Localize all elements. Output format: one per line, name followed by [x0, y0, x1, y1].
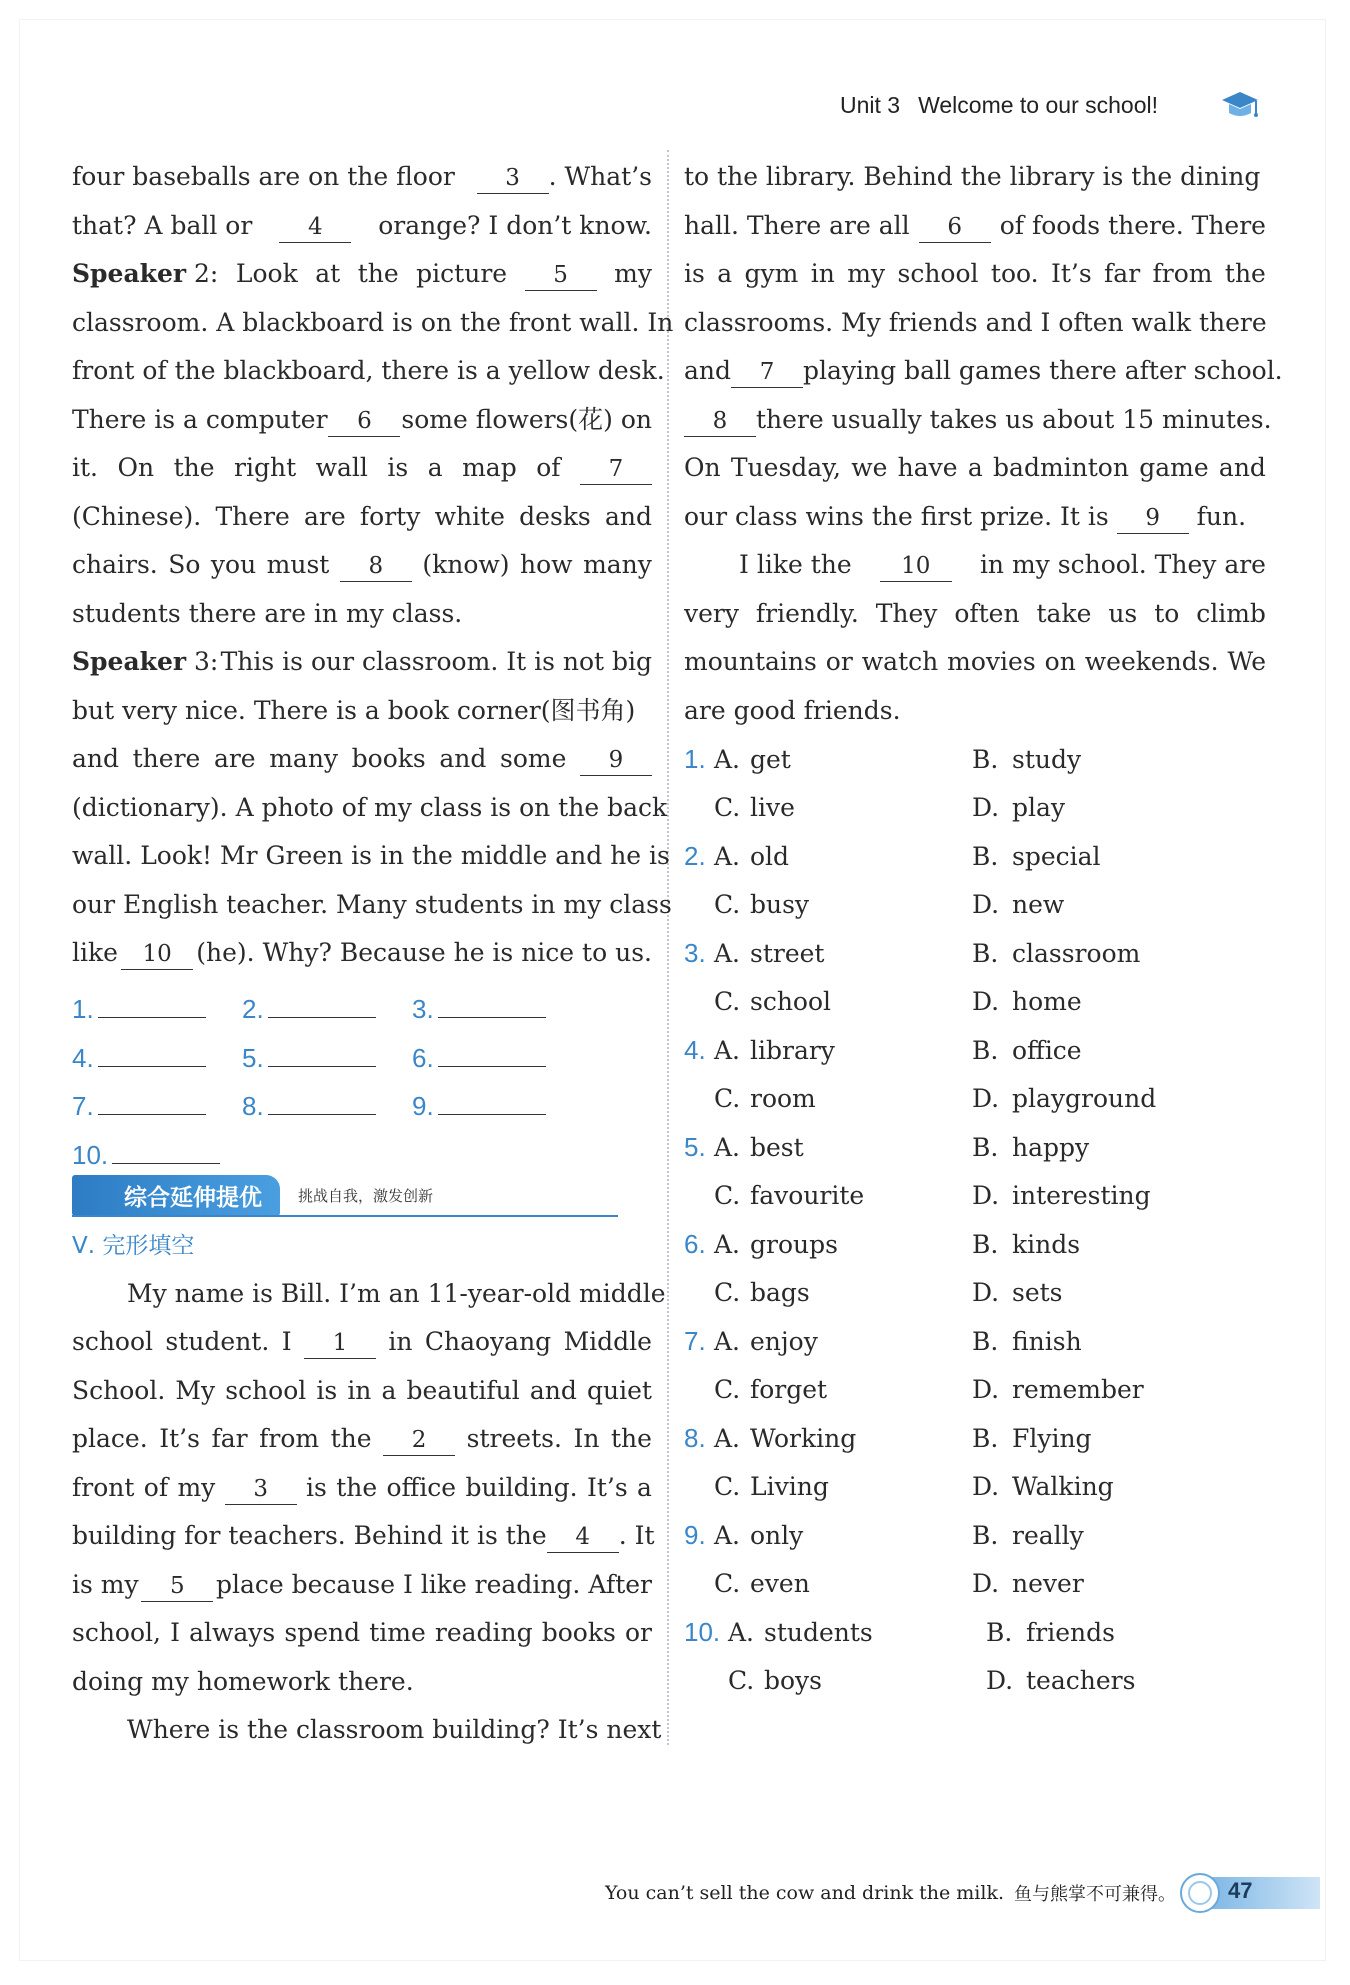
question-number: 10. [684, 1616, 721, 1647]
question-number: 3. [684, 937, 706, 968]
text-line: is my 5 place because I like reading. After [72, 1561, 652, 1610]
page-number-badge [1180, 1875, 1320, 1911]
option-d[interactable]: new [1012, 890, 1065, 920]
option-a[interactable]: groups [750, 1229, 838, 1259]
page-header [840, 92, 1158, 119]
answer-blank[interactable]: 5 [525, 260, 597, 291]
answer-row [72, 1075, 652, 1124]
option-d[interactable]: play [1012, 793, 1066, 823]
option-row [684, 978, 1266, 1027]
answer-blank[interactable]: 8 [340, 551, 412, 582]
answer-blank[interactable]: 10 [121, 939, 193, 970]
option-row [684, 1608, 1266, 1657]
option-letter: B. [972, 1229, 999, 1259]
answer-blank[interactable]: 1 [304, 1328, 376, 1359]
answer-slot[interactable]: 8. [242, 1091, 412, 1123]
option-a[interactable]: students [764, 1617, 873, 1647]
option-d[interactable]: sets [1012, 1278, 1063, 1308]
text-line: very friendly. They often take us to climb [684, 598, 1266, 628]
option-a[interactable]: old [750, 841, 790, 871]
option-letter: D. [972, 1375, 1000, 1405]
option-d[interactable]: Walking [1012, 1472, 1114, 1502]
option-row [684, 1317, 1266, 1366]
text-line: building for teachers. Behind it is the 4 . It [72, 1512, 652, 1561]
option-letter: B. [972, 1520, 999, 1550]
text-line: My name is Bill. I’m an 11-year-old middle [127, 1278, 666, 1308]
option-d[interactable]: home [1012, 987, 1082, 1017]
option-letter: C. [728, 1666, 755, 1696]
right-column [684, 153, 1283, 1705]
option-row [684, 735, 1266, 784]
option-row [684, 1366, 1266, 1415]
option-letter: A. [714, 938, 741, 968]
text-line: Speaker 2: Look at the picture 5 my [72, 250, 652, 299]
option-c[interactable]: favourite [750, 1181, 865, 1211]
option-b[interactable]: happy [1012, 1132, 1090, 1162]
answer-row [72, 1026, 652, 1075]
option-letter: C. [714, 987, 741, 1017]
option-a[interactable]: enjoy [750, 1326, 818, 1356]
text-line: 8 there usually takes us about 15 minutes. [684, 396, 1266, 445]
option-letter: D. [972, 1084, 1000, 1114]
option-row [684, 832, 1266, 881]
text-line: front of my 3 is the office building. It’s a [72, 1464, 652, 1513]
footer-quote: You can’t sell the cow and drink the milk. [605, 1882, 1005, 1904]
unit-title: Welcome to our school! [918, 92, 1158, 118]
option-row [684, 1657, 1266, 1706]
speaker-label: Speaker [72, 259, 187, 288]
option-row [684, 1511, 1266, 1560]
text-line: mountains or watch movies on weekends. We [684, 647, 1266, 676]
option-row [684, 1463, 1266, 1512]
section-banner [72, 1174, 652, 1218]
answer-row [72, 978, 652, 1027]
question-number: 6. [684, 1228, 706, 1259]
answer-slot[interactable]: 5. [242, 1043, 412, 1075]
footer-quote-cn: 鱼与熊掌不可兼得。 [1014, 1884, 1177, 1905]
question-number: 8. [684, 1422, 706, 1453]
text-line: students there are in my class. [72, 598, 463, 628]
question-number: 5. [684, 1131, 706, 1162]
answer-blank[interactable]: 9 [580, 745, 652, 776]
option-letter: D. [972, 987, 1000, 1017]
option-letter: B. [972, 938, 999, 968]
text-line: our English teacher. Many students in my class [72, 889, 672, 919]
option-row [684, 1220, 1266, 1269]
option-c[interactable]: even [750, 1569, 810, 1599]
text-line: are good friends. [684, 695, 901, 725]
option-a[interactable]: street [750, 938, 825, 968]
text-line: Where is the classroom building? It’s next [127, 1715, 662, 1744]
option-c[interactable]: busy [750, 890, 810, 920]
option-letter: C. [714, 1472, 741, 1502]
option-row [684, 1172, 1266, 1221]
text-line: to the library. Behind the library is the dining [684, 162, 1261, 191]
option-letter: B. [972, 744, 999, 774]
option-c[interactable]: Living [750, 1472, 829, 1502]
option-row [684, 1269, 1266, 1318]
option-d[interactable]: interesting [1012, 1181, 1151, 1211]
answer-row [72, 1123, 652, 1172]
option-b[interactable]: special [1012, 841, 1101, 871]
text-line: doing my homework there. [72, 1666, 414, 1696]
answer-blank[interactable]: 7 [731, 357, 803, 388]
option-letter: A. [714, 841, 741, 871]
option-letter: C. [714, 1569, 741, 1599]
text-line: is a gym in my school too. It’s far from the [684, 259, 1266, 288]
question-number: 7. [684, 1325, 706, 1356]
option-letter: B. [972, 1132, 999, 1162]
answer-blank[interactable]: 6 [328, 406, 400, 437]
option-d[interactable]: teachers [1026, 1666, 1136, 1696]
option-letter: B. [972, 1423, 999, 1453]
option-c[interactable]: boys [764, 1666, 823, 1696]
option-c[interactable]: forget [750, 1375, 828, 1405]
option-letter: C. [714, 1084, 741, 1114]
option-d[interactable]: never [1012, 1569, 1084, 1599]
text-line: classrooms. My friends and I often walk there [684, 307, 1267, 337]
option-d[interactable]: remember [1012, 1375, 1144, 1405]
option-letter: D. [972, 1278, 1000, 1308]
answer-slot[interactable]: 4. [72, 1043, 242, 1075]
option-c[interactable]: bags [750, 1278, 810, 1308]
option-row [684, 784, 1266, 833]
answer-blank[interactable]: 8 [684, 406, 756, 437]
option-a[interactable]: library [750, 1035, 835, 1065]
text-line: school student. I 1 in Chaoyang Middle [72, 1318, 652, 1367]
question-number: 2. [684, 840, 706, 871]
text-line: There is a computer 6 some flowers(花) on [72, 396, 652, 445]
page-footer [605, 1873, 1176, 1913]
answer-blank[interactable]: 5 [141, 1571, 213, 1602]
question-number: 4. [684, 1034, 706, 1065]
answer-blank[interactable]: 10 [880, 551, 952, 582]
option-letter: A. [714, 1229, 741, 1259]
page-number: 47 [1228, 1878, 1253, 1903]
option-row [684, 1026, 1266, 1075]
section-title: Ⅴ. 完形填空 [72, 1233, 195, 1259]
option-letter: D. [972, 793, 1000, 823]
answer-slot[interactable]: 9. [412, 1091, 582, 1123]
option-letter: A. [714, 744, 741, 774]
answer-slot[interactable]: 6. [412, 1043, 582, 1075]
option-b[interactable]: kinds [1012, 1229, 1081, 1259]
option-letter: C. [714, 1181, 741, 1211]
answer-blank[interactable]: 6 [919, 212, 991, 243]
text-line: place. It’s far from the 2 streets. In the [72, 1415, 652, 1464]
option-row [684, 1075, 1266, 1124]
option-b[interactable]: office [1012, 1035, 1082, 1065]
option-a[interactable]: best [750, 1132, 804, 1162]
option-letter: A. [714, 1520, 741, 1550]
banner-subtitle: 挑战自我，激发创新 [298, 1187, 434, 1205]
answer-slot[interactable]: 10. [72, 1140, 242, 1172]
text-line: it. On the right wall is a map of 7 [72, 444, 652, 493]
option-a[interactable]: get [750, 744, 791, 774]
option-b[interactable]: friends [1026, 1617, 1115, 1647]
text-line: like 10 (he). Why? Because he is nice to us. [72, 929, 652, 978]
column-divider [667, 150, 669, 1745]
option-letter: D. [972, 1472, 1000, 1502]
option-b[interactable]: study [1012, 744, 1082, 774]
text-line: (Chinese). There are forty white desks and [72, 501, 652, 531]
graduation-cap-icon [1220, 86, 1260, 126]
banner-title: 综合延伸提优 [72, 1175, 280, 1216]
option-b[interactable]: classroom [1012, 938, 1141, 968]
option-letter: C. [714, 890, 741, 920]
text-line: and 7 playing ball games there after school. [684, 347, 1266, 396]
answer-blank[interactable]: 4 [547, 1522, 619, 1553]
text-line: chairs. So you must 8 (know) how many [72, 541, 652, 590]
option-c[interactable]: room [750, 1084, 816, 1114]
options-list [684, 735, 1266, 1705]
option-letter: B. [972, 1326, 999, 1356]
option-letter: B. [972, 1035, 999, 1065]
option-letter: B. [972, 841, 999, 871]
speaker-label: Speaker [72, 647, 187, 676]
option-letter: A. [714, 1132, 741, 1162]
option-letter: C. [714, 1278, 741, 1308]
option-b[interactable]: Flying [1012, 1423, 1092, 1453]
option-row [684, 1560, 1266, 1609]
text-line: but very nice. There is a book corner(图书角) [72, 695, 636, 725]
text-line: On Tuesday, we have a badminton game and [684, 453, 1266, 482]
option-c[interactable]: school [750, 987, 832, 1017]
option-letter: A. [714, 1035, 741, 1065]
question-number: 1. [684, 743, 706, 774]
answer-blank[interactable]: 2 [383, 1425, 455, 1456]
option-letter: A. [714, 1423, 741, 1453]
text-line: hall. There are all 6 of foods there. There [684, 202, 1266, 251]
text-line: school, I always spend time reading books or [72, 1618, 652, 1647]
answer-blank[interactable]: 3 [477, 163, 549, 194]
answer-slot[interactable]: 3. [412, 994, 582, 1026]
option-letter: A. [714, 1326, 741, 1356]
text-line: four baseballs are on the floor 3 . What’s [72, 153, 652, 202]
left-column [72, 153, 674, 1755]
text-line: wall. Look! Mr Green is in the middle and he is [72, 841, 670, 870]
answer-blank[interactable]: 9 [1117, 503, 1189, 534]
option-row [684, 1414, 1266, 1463]
answer-slot[interactable]: 1. [72, 994, 242, 1026]
answer-blank[interactable]: 3 [225, 1474, 297, 1505]
option-a[interactable]: only [750, 1520, 804, 1550]
option-c[interactable]: live [750, 793, 795, 823]
option-b[interactable]: finish [1012, 1326, 1082, 1356]
answer-slot[interactable]: 7. [72, 1091, 242, 1123]
option-row [684, 1123, 1266, 1172]
text-line: that? A ball or 4 orange? I don’t know. [72, 202, 652, 251]
text-line: classroom. A blackboard is on the front wall. In [72, 307, 674, 337]
option-row [684, 881, 1266, 930]
option-row [684, 929, 1266, 978]
answer-blank[interactable]: 4 [279, 212, 351, 243]
option-letter: A. [728, 1617, 755, 1647]
answer-slot[interactable]: 2. [242, 994, 412, 1026]
text-line: our class wins the first prize. It is 9 fun. [684, 493, 1266, 542]
text-line: School. My school is in a beautiful and quiet [72, 1375, 652, 1405]
option-letter: C. [714, 1375, 741, 1405]
option-a[interactable]: Working [750, 1423, 857, 1453]
option-letter: B. [986, 1617, 1013, 1647]
option-letter: D. [972, 890, 1000, 920]
option-letter: D. [972, 1181, 1000, 1211]
option-letter: C. [714, 793, 741, 823]
option-d[interactable]: playground [1012, 1084, 1157, 1114]
text-line: Speaker 3: This is our classroom. It is not big [72, 647, 652, 676]
option-letter: D. [972, 1569, 1000, 1599]
text-line: I like the 10 in my school. They are [684, 541, 1266, 590]
text-line: and there are many books and some 9 [72, 735, 652, 784]
question-number: 9. [684, 1519, 706, 1550]
option-letter: D. [986, 1666, 1014, 1696]
text-line: front of the blackboard, there is a yellow desk. [72, 356, 665, 385]
answer-blank[interactable]: 7 [580, 454, 652, 485]
text-line: (dictionary). A photo of my class is on the back [72, 792, 668, 822]
option-b[interactable]: really [1012, 1520, 1084, 1550]
unit-label: Unit 3 [840, 92, 901, 118]
